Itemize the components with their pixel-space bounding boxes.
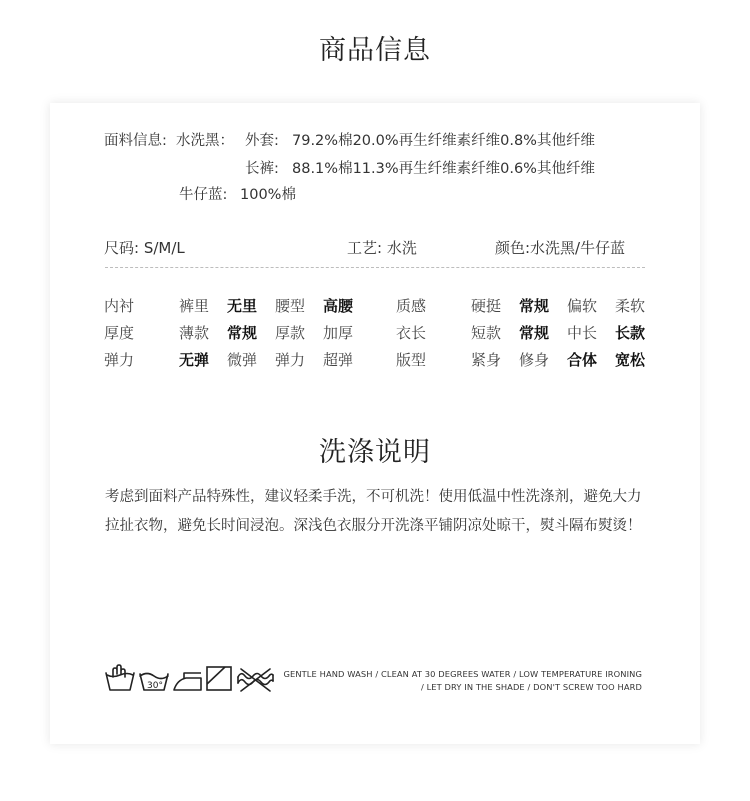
- color-spec: 颜色:水洗黑/牛仔蓝: [495, 239, 626, 257]
- attr-option: 薄款: [179, 324, 210, 342]
- washing-title: 洗涤说明: [319, 437, 431, 468]
- attr-option: 紧身: [471, 351, 502, 369]
- product-info-card: [50, 103, 700, 744]
- attr-option: 中长: [567, 324, 598, 342]
- do-not-wring-icon: [238, 669, 273, 691]
- attr-label-stretch: 弹力: [104, 351, 135, 369]
- attr-option-selected: 无弹: [179, 351, 210, 369]
- craft-spec: 工艺: 水洗: [347, 239, 417, 257]
- attr-option-selected: 高腰: [323, 297, 354, 315]
- fabric-color2: 牛仔蓝:: [179, 187, 228, 203]
- attr-label-fit: 版型: [396, 351, 427, 369]
- attr-option: 修身: [519, 351, 550, 369]
- attr-label-lining: 内衬: [104, 297, 135, 315]
- attr-label-length: 衣长: [396, 324, 427, 342]
- fabric-label: 面料信息:: [104, 133, 167, 149]
- care-instructions-line1: GENTLE HAND WASH / CLEAN AT 30 DEGREES WATER / LOW TEMPERATURE IRONING: [283, 669, 642, 679]
- care-icons: [104, 663, 279, 695]
- attr-label-texture: 质感: [396, 297, 427, 315]
- attr-option: 裤里: [179, 297, 210, 315]
- wash-30-icon: [140, 674, 168, 692]
- attr-option: 厚款: [275, 324, 306, 342]
- attr-option: 柔软: [615, 297, 646, 315]
- attr-label-thickness: 厚度: [104, 324, 135, 342]
- page-title: 商品信息: [319, 35, 431, 66]
- pants-label: 长裤:: [245, 161, 279, 177]
- attr-option-selected: 宽松: [615, 351, 646, 369]
- washing-text: 考虑到面料产品特殊性，建议轻柔手洗，不可机洗！使用低温中性洗涤剂，避免大力拉扯衣物，避免长时间浸泡。深浅色衣服分开洗涤平铺阴凉处晾干，熨斗隔布熨烫！: [105, 489, 642, 534]
- attr-option: 短款: [471, 324, 502, 342]
- attr-option: 偏软: [567, 297, 598, 315]
- attr-option-selected: 长款: [615, 324, 646, 342]
- size-spec: 尺码: S/M/L: [104, 239, 185, 257]
- jacket-label: 外套:: [245, 133, 279, 149]
- iron-icon: [174, 673, 201, 690]
- care-instructions-line2: / LET DRY IN THE SHADE / DON'T SCREW TOO HARD: [420, 682, 642, 692]
- attr-option: 硬挺: [471, 297, 502, 315]
- hand-wash-icon: [106, 665, 134, 690]
- attr-label-waist: 腰型: [275, 297, 306, 315]
- attr-option: 超弹: [323, 351, 354, 369]
- attr-option-selected: 常规: [519, 324, 550, 342]
- fabric-color2-value: 100%棉: [240, 187, 296, 203]
- jacket-value: 79.2%棉20.0%再生纤维素纤维0.8%其他纤维: [292, 133, 595, 149]
- attr-option: 微弹: [227, 351, 258, 369]
- attr-option-selected: 合体: [567, 351, 598, 369]
- dry-in-shade-icon: [207, 667, 231, 690]
- attr-option-selected: 常规: [519, 297, 550, 315]
- dashed-divider: [105, 267, 645, 268]
- fabric-color1: 水洗黑：: [176, 133, 234, 149]
- attr-option: 加厚: [323, 324, 354, 342]
- pants-value: 88.1%棉11.3%再生纤维素纤维0.6%其他纤维: [292, 161, 595, 177]
- attr-option-selected: 无里: [227, 297, 258, 315]
- attr-option-selected: 常规: [227, 324, 258, 342]
- svg-text:30°: 30°: [147, 681, 163, 691]
- attr-option: 弹力: [275, 351, 306, 369]
